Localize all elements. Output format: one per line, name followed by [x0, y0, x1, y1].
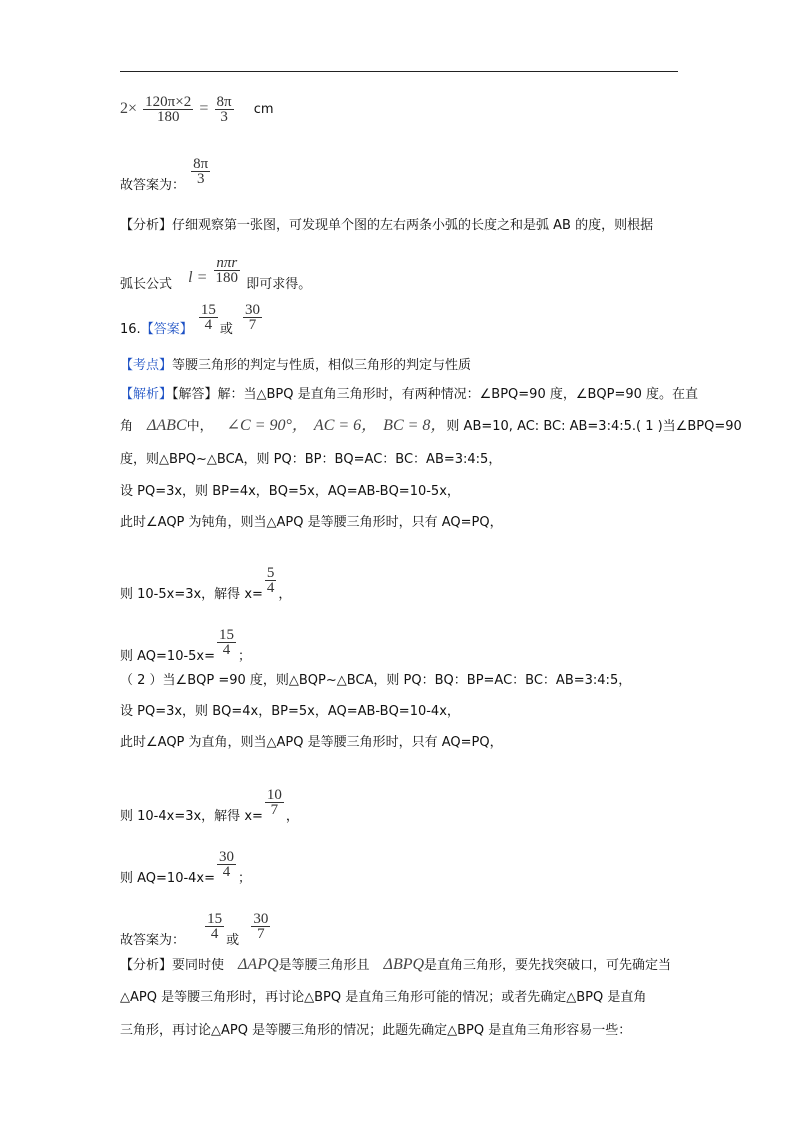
- fraction: $\frac{15}{4}$: [207, 911, 223, 942]
- answer-line: [120, 157, 212, 194]
- analysis-line: [120, 957, 671, 974]
- fraction: $\frac{15}{4}$: [219, 627, 235, 658]
- solution-line: [120, 566, 291, 603]
- solution-line: 设 PQ=3x，则 BP=4x，BQ=5x，AQ=AB-BQ=10-5x，: [120, 484, 460, 499]
- text-fragment: 则 10-5x=3x，解得 x=: [120, 587, 263, 602]
- solution-line: [120, 788, 299, 825]
- solution-tag: 【解析】: [120, 387, 173, 402]
- topic-line: [120, 358, 471, 374]
- answer-tag: 【答案】: [140, 322, 193, 337]
- fraction: $\frac{15}{4}$: [200, 302, 216, 333]
- topic-text: 等腰三角形的判定与性质，相似三角形的判定与性质: [172, 358, 472, 373]
- header-rule: [120, 71, 678, 72]
- triangle-abc: ΔABC: [147, 417, 187, 434]
- or-word: 或: [226, 933, 240, 948]
- fraction: $\frac{8\pi}{3}$: [193, 156, 209, 187]
- fraction: $\frac{8\pi}{3}$: [216, 94, 232, 125]
- text-fragment: 是直角三角形，要先找突破口，可先确定当: [424, 958, 672, 973]
- side-bc: BC = 8，: [383, 417, 447, 434]
- analysis-text: 仔细观察第一张图，可发现单个图的左右两条小弧的长度之和是弧 AB 的度，则根据: [172, 218, 654, 233]
- text-fragment: 则 10-4x=3x，解得 x=: [120, 809, 263, 824]
- text-fragment: 要同时使: [172, 958, 225, 973]
- analysis-tag: 【分析】: [120, 958, 173, 973]
- solution-line: 设 PQ=3x，则 BQ=4x，BP=5x，AQ=AB-BQ=10-4x，: [120, 704, 460, 719]
- formula-line: [120, 256, 311, 293]
- formula-label: 弧长公式: [120, 277, 173, 292]
- fraction: $\frac{5}{4}$: [266, 565, 275, 596]
- fraction: $\frac{10}{7}$: [266, 787, 282, 818]
- fraction: $\frac{30}{4}$: [219, 849, 235, 880]
- fraction: $\frac{30}{7}$: [253, 911, 269, 942]
- formula-lhs: l =: [188, 269, 208, 286]
- fraction: $\frac{120\pi\times 2}{180}$: [145, 94, 192, 125]
- solution-line: [120, 387, 698, 403]
- solution-line: [120, 418, 742, 435]
- punct: ，: [285, 809, 299, 824]
- punct: ，: [278, 587, 292, 602]
- triangle-bpq: ΔBPQ: [383, 956, 425, 973]
- answer-label: 故答案为：: [120, 178, 186, 193]
- fraction: $\frac{\text{nπr}}{180}$: [215, 255, 239, 286]
- fraction: $\frac{30}{7}$: [245, 302, 260, 333]
- solution-line: [120, 850, 251, 887]
- solution-line: [120, 628, 251, 665]
- analysis-line: △APQ 是等腰三角形时，再讨论△BPQ 是直角三角形可能的情况；或者先确定△BPQ 是直角: [120, 990, 647, 1005]
- punct: ；: [238, 649, 252, 664]
- text-fragment: 是等腰三角形且: [278, 958, 370, 973]
- punct: ；: [238, 871, 252, 886]
- text-fragment: 则 AB=10, AC: BC: AB=3:4:5.( 1 )当∠BPQ=90: [446, 419, 742, 434]
- equals-sign: =: [199, 100, 209, 117]
- question-16-answer: [120, 303, 264, 338]
- solution-line: 度，则△BPQ~△BCA，则 PQ：BP：BQ=AC：BC：AB=3:4:5，: [120, 452, 502, 467]
- coefficient: 2×: [120, 100, 138, 117]
- or-word: 或: [219, 322, 233, 337]
- side-ac: AC = 6，: [313, 417, 378, 434]
- solution-line: 此时∠AQP 为钝角，则当△APQ 是等腰三角形时，只有 AQ=PQ，: [120, 515, 503, 530]
- text-fragment: 则 AQ=10-4x=: [120, 871, 216, 886]
- text-fragment: 角: [120, 419, 134, 434]
- angle-c: ∠C = 90°，: [226, 417, 308, 434]
- text-fragment: 则 AQ=10-5x=: [120, 649, 216, 664]
- analysis-tag: 【分析】: [120, 218, 173, 233]
- topic-tag: 【考点】: [120, 358, 173, 373]
- analysis-line: [120, 218, 653, 234]
- triangle-apq: ΔAPQ: [238, 956, 279, 973]
- solution-line: 此时∠AQP 为直角，则当△APQ 是等腰三角形时，只有 AQ=PQ，: [120, 735, 503, 750]
- answer-label: 故答案为：: [120, 933, 186, 948]
- text-fragment: 中，: [186, 419, 213, 434]
- answer-line: [120, 912, 272, 949]
- solution-text: 【解答】解：当△BPQ 是直角三角形时，有两种情况：∠BPQ=90 度，∠BQP=90 度。在直: [172, 387, 699, 402]
- unit-label: cm: [253, 102, 274, 117]
- arc-length-calc: [120, 95, 274, 124]
- solution-line: （ 2 ）当∠BQP =90 度，则△BQP~△BCA，则 PQ：BQ：BP=AC：BC：AB=3:4:5，: [120, 673, 632, 688]
- formula-tail: 即可求得。: [246, 277, 312, 292]
- analysis-line: 三角形，再讨论△APQ 是等腰三角形的情况；此题先确定△BPQ 是直角三角形容易一些：: [120, 1023, 632, 1038]
- question-number: 16.: [120, 322, 141, 337]
